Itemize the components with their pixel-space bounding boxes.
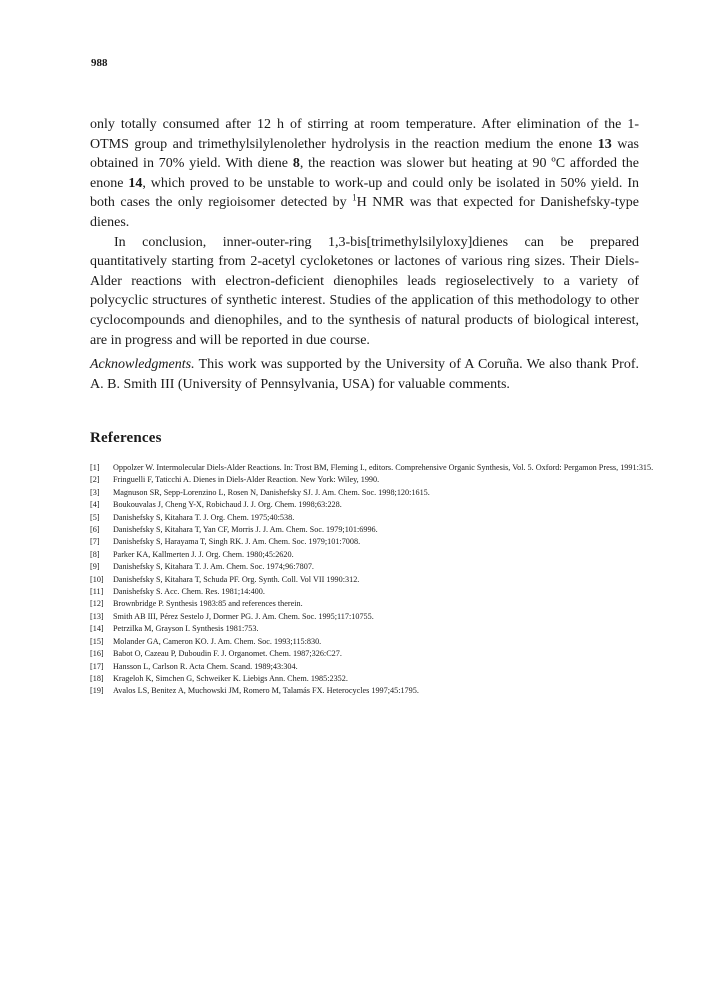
reference-item	[90, 623, 655, 635]
reference-number: [12]	[90, 599, 104, 609]
reference-text: Avalos LS, Benitez A, Muchowski JM, Romero M, Talamás FX. Heterocycles 1997;45:1795.	[113, 686, 419, 696]
reference-text: Danishefsky S, Kitahara T, Schuda PF. Org. Synth. Coll. Vol VII 1990:312.	[113, 574, 360, 584]
reference-number: [4]	[90, 500, 100, 510]
reference-text: Oppolzer W. Intermolecular Diels-Alder Reactions. In: Trost BM, Fleming I., editors. Comprehensive Organic Synthesis, Vol. 5. Oxford: Pergamon Press, 1991:315.	[113, 463, 654, 472]
reference-number: [11]	[90, 587, 104, 597]
acknowledgments	[90, 355, 639, 394]
reference-number: [17]	[90, 661, 104, 671]
acknowledgments-paragraph	[90, 355, 639, 394]
reference-item	[90, 474, 655, 486]
reference-text: Babot O, Cazeau P, Duboudin F. J. Organomet. Chem. 1987;326:C27.	[113, 649, 342, 659]
reference-text: Hansson L, Carlson R. Acta Chem. Scand. 1989;43:304.	[113, 661, 298, 671]
reference-number: [18]	[90, 673, 104, 683]
reference-item	[90, 586, 655, 598]
reference-text: Boukouvalas J, Cheng Y-X, Robichaud J. J. Org. Chem. 1998;63:228.	[113, 500, 342, 510]
text-run: , which proved to be unstable to work-up and could only be isolated in 50% yield. In both cases the only regioisomer detected by	[90, 175, 639, 211]
reference-item	[90, 685, 655, 697]
reference-number: [16]	[90, 649, 104, 659]
reference-text: Brownbridge P. Synthesis 1983:85 and references therein.	[113, 599, 303, 609]
reference-item	[90, 598, 655, 610]
paragraph-1	[90, 115, 639, 233]
superscript: 1	[352, 192, 357, 203]
reference-item	[90, 524, 655, 536]
reference-text: Molander GA, Cameron KO. J. Am. Chem. Soc. 1993;115:830.	[113, 636, 322, 646]
reference-text: Parker KA, Kallmerten J. J. Org. Chem. 1980;45:2620.	[113, 549, 294, 559]
reference-item	[90, 648, 655, 660]
compound-number: 14	[128, 175, 143, 191]
reference-number: [7]	[90, 537, 100, 547]
paragraph-2: In conclusion, inner-outer-ring 1,3-bis[trimethylsilyloxy]dienes can be prepared quantitatively starting from 2-acetyl cycloketones or lactones of various ring sizes. Their Diels-Alder reactions with electron-deficient dienophiles leads regioselectively to a variety of polycyclic structures of synthetic interest. Studies of the application of this methodology to other cyclocompounds and dienophiles, and to the synthesis of natural products of biological interest, are in progress and will be reported in due course.	[90, 234, 639, 348]
reference-item	[90, 462, 655, 474]
reference-number: [15]	[90, 636, 104, 646]
reference-item	[90, 487, 655, 499]
reference-text: Fringuelli F, Taticchi A. Dienes in Diels-Alder Reaction. New York: Wiley, 1990.	[113, 475, 380, 485]
reference-number: [10]	[90, 574, 104, 584]
reference-number: [9]	[90, 562, 100, 572]
reference-item	[90, 512, 655, 524]
acknowledgments-text: This work was supported by the University of A Coruña. We also thank Prof. A. B. Smith III (University of Pennsylvania, USA) for valuable comments.	[90, 357, 639, 392]
reference-number: [5]	[90, 512, 100, 522]
reference-number: [8]	[90, 549, 100, 559]
compound-number: 8	[292, 156, 300, 172]
compound-number: 13	[597, 136, 612, 152]
reference-text: Krageloh K, Simchen G, Schweiker K. Liebigs Ann. Chem. 1985:2352.	[113, 673, 348, 683]
reference-text: Magnuson SR, Sepp-Lorenzino L, Rosen N, Danishefsky SJ. J. Am. Chem. Soc. 1998;120:1615.	[113, 487, 430, 497]
reference-text: Danishefsky S, Harayama T, Singh RK. J. Am. Chem. Soc. 1979;101:7008.	[113, 537, 361, 547]
reference-text: Petrzilka M, Grayson I. Synthesis 1981:753.	[113, 624, 259, 634]
reference-item	[90, 561, 655, 573]
text-run: H NMR was that expected for Danishefsky-type dienes.	[90, 195, 639, 230]
acknowledgments-label: Acknowledgments.	[90, 357, 195, 372]
reference-text: Danishefsky S. Acc. Chem. Res. 1981;14:400.	[113, 587, 265, 597]
text-run: only totally consumed after 12 h of stirring at room temperature. After elimination of the 1-OTMS group and trimethylsilylenolether hydrolysis in the reaction medium the enone	[90, 117, 639, 152]
reference-text: Danishefsky S, Kitahara T. J. Org. Chem. 1975;40:538.	[113, 512, 295, 522]
reference-number: [13]	[90, 611, 104, 621]
reference-item	[90, 673, 655, 685]
text-run: , the reaction was slower but heating at 90 ºC afforded the enone	[90, 156, 640, 191]
reference-list	[90, 462, 655, 698]
reference-number: [6]	[90, 525, 100, 535]
references-heading: References	[90, 430, 162, 446]
reference-text: Smith AB III, Pérez Sestelo J, Dormer PG. J. Am. Chem. Soc. 1995;117:10755.	[113, 611, 374, 621]
reference-text: Danishefsky S, Kitahara T. J. Am. Chem. Soc. 1974;96:7807.	[113, 562, 314, 572]
reference-number: [1]	[90, 463, 100, 472]
reference-item	[90, 611, 655, 623]
reference-number: [19]	[90, 686, 104, 696]
reference-number: [14]	[90, 624, 104, 634]
reference-item	[90, 536, 655, 548]
reference-item	[90, 574, 655, 586]
reference-number: [2]	[90, 475, 100, 485]
reference-item	[90, 661, 655, 673]
reference-number: [3]	[90, 487, 100, 497]
page-number: 988	[91, 57, 108, 69]
body-text	[90, 115, 639, 350]
reference-item	[90, 549, 655, 561]
reference-item	[90, 636, 655, 648]
reference-text: Danishefsky S, Kitahara T, Yan CF, Morris J. J. Am. Chem. Soc. 1979;101:6996.	[113, 525, 378, 535]
text-run: was obtained in 70% yield. With diene	[90, 136, 639, 172]
reference-item	[90, 499, 655, 511]
